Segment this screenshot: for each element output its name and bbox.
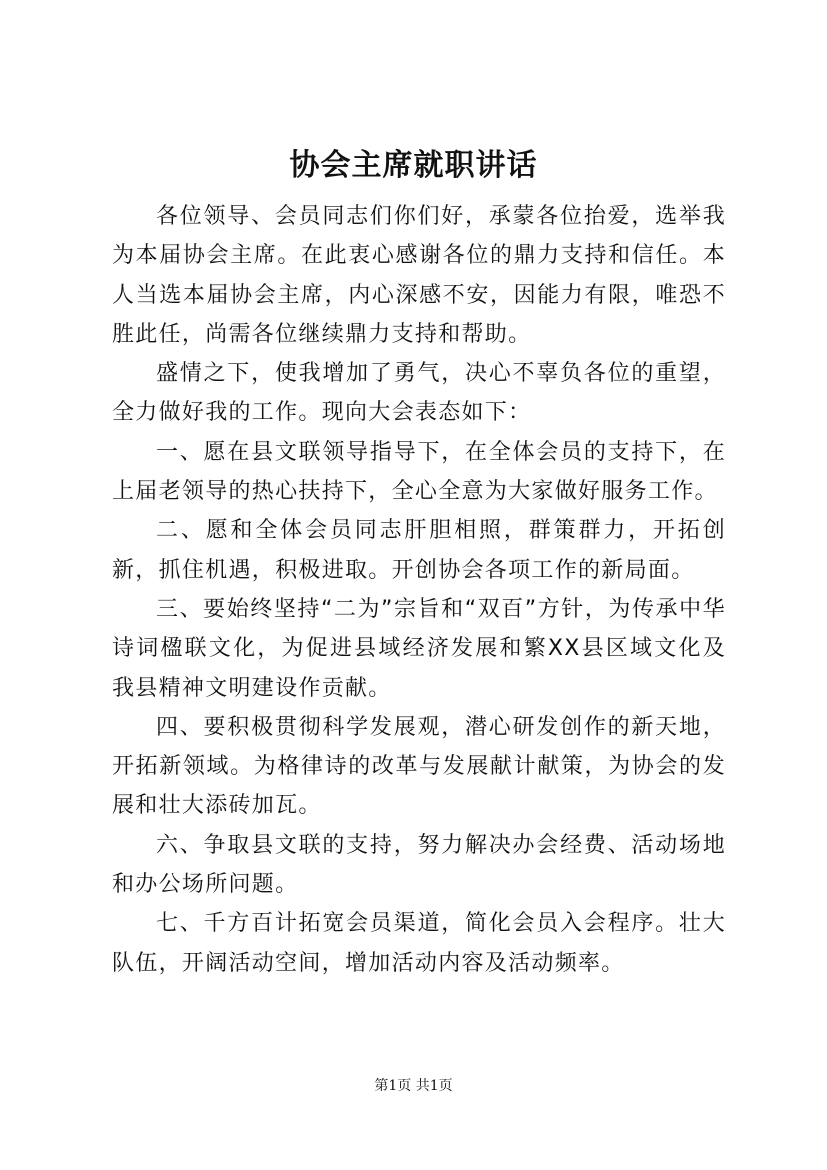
document-body (112, 197, 726, 983)
paragraph-greeting: 各位领导、会员同志们你们好，承蒙各位抬爱，选举我为本届协会主席。在此衷心感谢各位的鼎力支持和信任。本人当选本届协会主席，内心深感不安，因能力有限，唯恐不胜此任，尚需各位继续鼎力支持和帮助。 (112, 204, 726, 347)
page-number-footer: 第1页 共1页 (374, 1078, 453, 1094)
paragraph-item-3: 三、要始终坚持“二为”宗旨和“双百”方针，为传承中华诗词楹联文化，为促进县域经济发展和繁XX县区域文化及我县精神文明建设作贡献。 (112, 596, 726, 701)
document-title: 协会主席就职讲话 (289, 148, 538, 183)
paragraph-resolve: 盛情之下，使我增加了勇气，决心不辜负各位的重望，全力做好我的工作。现向大会表态如下： (112, 361, 726, 426)
paragraph-item-7: 七、千方百计拓宽会员渠道，简化会员入会程序。壮大队伍，开阔活动空间，增加活动内容及活动频率。 (112, 911, 726, 976)
paragraph-item-6: 六、争取县文联的支持，努力解决办会经费、活动场地和办公场所问题。 (112, 832, 726, 898)
paragraph-item-4: 四、要积极贯彻科学发展观，潜心研发创作的新天地，开拓新领域。为格律诗的改革与发展献计献策，为协会的发展和壮大添砖加瓦。 (112, 714, 726, 819)
paragraph-item-2: 二、愿和全体会员同志肝胆相照，群策群力，开拓创新，抓住机遇，积极进取。开创协会各项工作的新局面。 (112, 518, 726, 583)
paragraph-item-1: 一、愿在县文联领导指导下，在全体会员的支持下，在上届老领导的热心扶持下，全心全意为大家做好服务工作。 (112, 439, 726, 505)
